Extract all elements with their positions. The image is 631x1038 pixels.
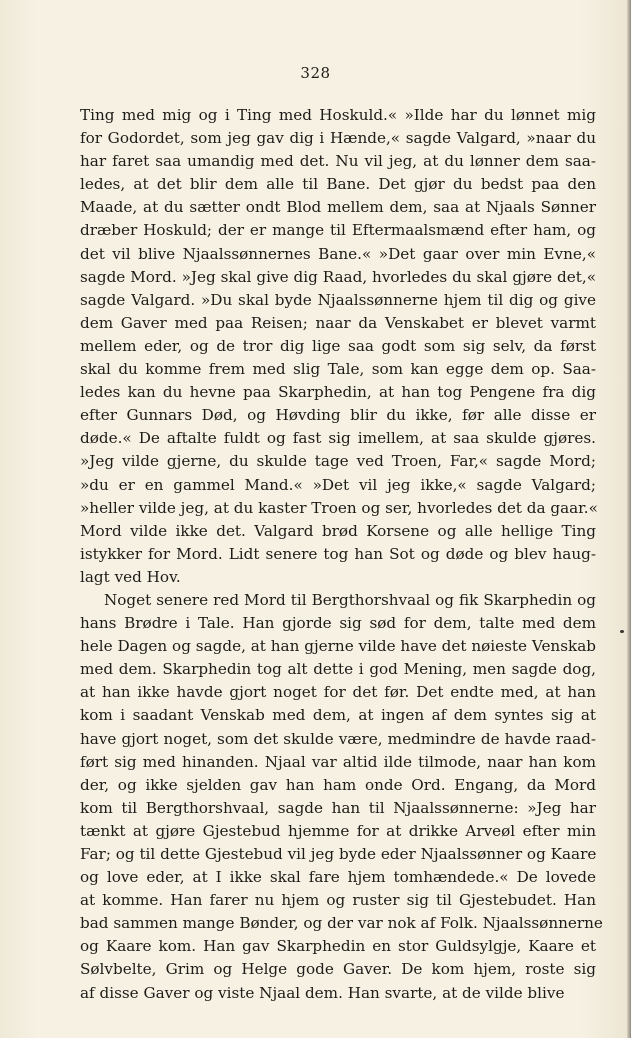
text-line: døde.« De aftalte fuldt og fast sig imellem, at saa skulde gjøres. <box>80 429 596 448</box>
page-number: 328 <box>300 64 331 82</box>
text-line: Far; og til dette Gjestebud vil jeg byde eder Njaalssønner og Kaare <box>80 845 597 863</box>
text-line: Maade, at du sætter ondt Blod mellem dem, saa at Njaals Sønner <box>80 198 596 217</box>
text-line: dræber Hoskuld; der er mange til Eftermaalsmænd efter ham, og <box>80 221 596 240</box>
text-line: »du er en gammel Mand.« »Det vil jeg ikke,« sagde Valgard; <box>80 475 596 494</box>
text-line: Ting med mig og i Ting med Hoskuld.« »Ilde har du lønnet mig <box>80 106 596 124</box>
text-line: efter Gunnars Død, og Høvding blir du ikke, før alle disse er <box>80 406 596 425</box>
text-line: have gjort noget, som det skulde være, medmindre de havde raad- <box>80 729 596 748</box>
text-line: med dem. Skarphedin tog alt dette i god Mening, men sagde dog, <box>80 660 596 679</box>
text-line: kom til Bergthorshvaal, sagde han til Njaalssønnerne: »Jeg har <box>80 798 596 817</box>
text-line: af disse Gaver og viste Njaal dem. Han svarte, at de vilde blive <box>80 983 565 1002</box>
text-line: ledes, at det blir dem alle til Bane. Det gjør du bedst paa den <box>80 175 596 194</box>
text-line: Noget senere red Mord til Bergthorshvaal og fik Skarphedin og <box>104 590 596 609</box>
text-line: at han ikke havde gjort noget for det før. Det endte med, at han <box>80 683 596 702</box>
paragraph <box>80 589 603 1005</box>
text-line: ført sig med hinanden. Njaal var altid ilde tilmode, naar han kom <box>80 752 596 771</box>
text-line: har faret saa umandig med det. Nu vil jeg, at du lønner dem saa- <box>80 152 596 171</box>
text-line: for Godordet, som jeg gav dig i Hænde,« sagde Valgard, »naar du <box>80 129 596 148</box>
page-edge <box>627 0 631 1038</box>
body-text <box>80 104 603 1005</box>
text-line: der, og ikke sjelden gav han ham onde Ord. Engang, da Mord <box>80 775 596 794</box>
text-line: og love eder, at I ikke skal fare hjem tomhændede.« De lovede <box>80 868 596 887</box>
text-line: at komme. Han farer nu hjem og ruster sig til Gjestebudet. Han <box>80 891 596 910</box>
text-line: istykker for Mord. Lidt senere tog han Sot og døde og blev haug- <box>80 544 596 563</box>
text-line: sagde Valgard. »Du skal byde Njaalssønnerne hjem til dig og give <box>80 290 596 309</box>
text-line: »heller vilde jeg, at du kaster Troen og ser, hvorledes det da gaar.« <box>80 498 598 517</box>
text-line: »Jeg vilde gjerne, du skulde tage ved Troen, Far,« sagde Mord; <box>80 452 596 471</box>
text-line: og Kaare kom. Han gav Skarphedin en stor Guldsylgje, Kaare et <box>80 937 596 956</box>
text-line: kom i saadant Venskab med dem, at ingen af dem syntes sig at <box>80 706 596 725</box>
text-line: mellem eder, og de tror dig lige saa godt som sig selv, da først <box>80 336 596 355</box>
text-line: skal du komme frem med slig Tale, som kan egge dem op. Saa- <box>80 360 596 379</box>
text-line: dem Gaver med paa Reisen; naar da Venskabet er blevet varmt <box>80 313 596 332</box>
text-line: sagde Mord. »Jeg skal give dig Raad, hvorledes du skal gjøre det,« <box>80 267 596 286</box>
text-line: hele Dagen og sagde, at han gjerne vilde have det nøieste Venskab <box>80 637 596 656</box>
text-line: bad sammen mange Bønder, og der var nok af Folk. Njaalssønnerne <box>80 914 603 933</box>
ink-speck <box>620 630 624 633</box>
text-line: lagt ved Hov. <box>80 567 181 586</box>
text-line: ledes kan du hevne paa Skarphedin, at han tog Pengene fra dig <box>80 383 596 402</box>
paragraph <box>80 104 596 589</box>
text-line: hans Brødre i Tale. Han gjorde sig sød for dem, talte med dem <box>80 614 596 633</box>
text-line: Mord vilde ikke det. Valgard brød Korsene og alle hellige Ting <box>80 521 596 540</box>
text-line: tænkt at gjøre Gjestebud hjemme for at drikke Arveøl efter min <box>80 821 596 840</box>
text-line: Sølvbelte, Grim og Helge gode Gaver. De kom hjem, roste sig <box>80 960 596 979</box>
text-line: det vil blive Njaalssønnernes Bane.« »Det gaar over min Evne,« <box>80 244 596 263</box>
